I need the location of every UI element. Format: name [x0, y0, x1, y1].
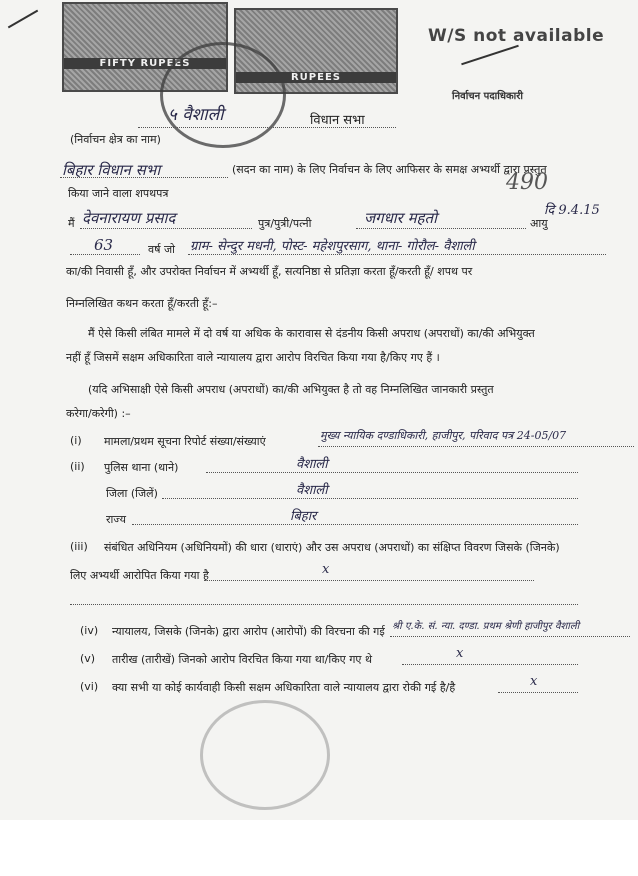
clause-2-line-2: करेगा/करेगी) :–	[66, 407, 131, 420]
item-vi-value: x	[530, 674, 538, 689]
corner-note-text: W/S not available	[428, 26, 605, 46]
round-seal-top	[160, 42, 286, 148]
officer-note: निर्वाचन पदाधिकारी	[452, 91, 523, 102]
signature-mark	[461, 45, 519, 65]
item-iii-label-1: संबंधित अधिनियम (अधिनियमों) की धारा (धाराएं) और उस अपराध (अपराधों) का संक्षिप्त विवरण जिसके (जिनके)	[104, 541, 560, 554]
item-ii-label: पुलिस थाना (थाने)	[104, 461, 179, 474]
declarant-address: ग्राम- सेन्दुर मधनी, पोस्ट- महेशपुरसाग, थाना- गोरौल- वैशाली	[190, 239, 475, 254]
declarant-prefix: मैं	[68, 217, 75, 230]
district-label: जिला (जिलें)	[106, 487, 158, 500]
state-label: राज्य	[106, 513, 127, 526]
item-iv-value: श्री ए.के. सं. न्या. दण्डा. प्रथम श्रेणी हाजीपुर वैशाली	[392, 621, 580, 632]
item-iv-label: न्यायालय, जिसके (जिनके) द्वारा आरोप (आरोपों) की विरचना की गई	[112, 625, 385, 638]
item-iii-number: (iii)	[70, 540, 88, 553]
item-ii-value: वैशाली	[296, 457, 328, 472]
stamp-denomination-left: FIFTY RUPEES	[64, 58, 226, 69]
item-vi-label: क्या सभी या कोई कार्यवाही किसी सक्षम अधिकारिता वाले न्यायालय द्वारा रोकी गई है/है	[112, 681, 456, 694]
father-name: जगधार महतो	[364, 209, 437, 227]
margin-mark	[8, 10, 38, 29]
constituency-typed: विधान सभा	[310, 113, 365, 128]
item-v-number: (v)	[80, 652, 96, 665]
intro-line-1: (सदन का नाम) के लिए निर्वाचन के लिए आफिसर के समक्ष अभ्यर्थी द्वारा प्रस्तुत	[232, 163, 547, 176]
clause-1-line-2: नहीं हूँ जिसमें सक्षम अधिकारिता वाले न्यायालय द्वारा आरोप विरचित किया गया है/किए गए हैं ।	[66, 351, 440, 364]
item-v-label: तारीख (तारीखें) जिनको आरोप विरचित किया गया था/किए गए थे	[112, 653, 373, 666]
stamp-denomination-right: RUPEES	[236, 72, 396, 83]
item-i-number: (i)	[70, 434, 82, 447]
item-ii-number: (ii)	[70, 460, 85, 473]
item-v-value: x	[456, 646, 464, 661]
declaration-line-3: का/की निवासी हूँ, और उपरोक्त निर्वाचन में अभ्यर्थी हूँ, सत्यनिष्ठा से प्रतिज्ञा करता हूँ/करती हूँ/ शपथ पर	[66, 265, 473, 278]
declarant-name: देवनारायण प्रसाद	[82, 209, 176, 227]
item-i-value: मुख्य न्यायिक दण्डाधिकारी, हाजीपुर, परिवाद पत्र 24-05/07	[320, 429, 567, 442]
house-name-handwritten: बिहार विधान सभा	[62, 161, 161, 179]
age-label: आयु	[530, 217, 548, 230]
serial-number: 490	[506, 170, 548, 195]
resident-label: वर्ष जो	[148, 243, 175, 256]
district-value: वैशाली	[296, 483, 328, 498]
item-iii-label-2: लिए अभ्यर्थी आरोपित किया गया है	[70, 569, 209, 582]
constituency-handwritten: ५ वैशाली	[168, 105, 224, 125]
relation-label: पुत्र/पुत्री/पत्नी	[258, 217, 312, 230]
round-seal-bottom	[200, 700, 330, 810]
clause-2-line-1: (यदि अभिसाक्षी ऐसे किसी अपराध (अपराधों) का/की अभियुक्त है तो वह निम्नलिखित जानकारी प्रस्तुत	[88, 383, 494, 396]
item-iii-value: x	[322, 562, 330, 577]
intro-line-2: किया जाने वाला शपथपत्र	[68, 187, 169, 200]
state-value: बिहार	[290, 509, 317, 524]
declaration-line-4: निम्नलिखित कथन करता हूँ/करती हूँ:–	[66, 297, 218, 310]
age-value: 63	[94, 236, 114, 254]
constituency-caption: (निर्वाचन क्षेत्र का नाम)	[70, 133, 161, 146]
item-i-label: मामला/प्रथम सूचना रिपोर्ट संख्या/संख्याएं	[104, 435, 266, 448]
item-vi-number: (vi)	[80, 680, 99, 693]
item-iv-number: (iv)	[80, 624, 99, 637]
clause-1-line-1: मैं ऐसे किसी लंबित मामले में दो वर्ष या अधिक के कारावास से दंडनीय किसी अपराध (अपराधों) का/की अभियुक्त	[88, 327, 535, 340]
page-reference: दि 9.4.15	[544, 203, 600, 218]
